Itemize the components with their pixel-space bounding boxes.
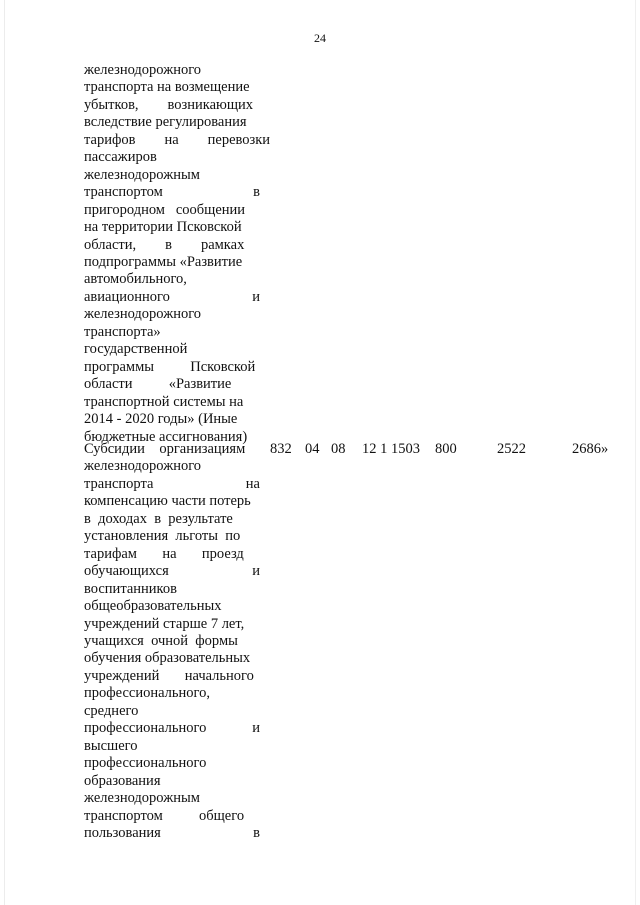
text-line xyxy=(84,720,260,737)
text-line: среднего xyxy=(84,702,139,719)
text-line-left: пользования xyxy=(84,824,161,841)
text-line: профессионального xyxy=(84,755,207,772)
text-line: железнодорожным xyxy=(84,166,200,183)
text-line: Субсидии организациям xyxy=(84,441,246,457)
text-line: образования xyxy=(84,772,161,789)
text-line xyxy=(84,563,260,580)
text-line: 2014 - 2020 годы» (Иные xyxy=(84,411,238,428)
text-line: пригородном сообщении xyxy=(84,201,246,218)
text-line-left: авиационного xyxy=(84,288,170,305)
text-line: государственной xyxy=(84,341,188,358)
page-number: 24 xyxy=(314,31,326,45)
target-article-code: 12 1 1503 xyxy=(362,441,420,457)
text-line: транспортом общего xyxy=(84,807,245,824)
text-line: обучения образовательных xyxy=(84,650,251,667)
amount-2016: 2686» xyxy=(572,441,609,457)
text-line: компенсацию части потерь xyxy=(84,493,251,510)
text-line-left: транспортом xyxy=(84,184,163,201)
section-code: 04 xyxy=(305,441,320,457)
text-line-right: и xyxy=(252,720,260,737)
text-line: учреждений старше 7 лет, xyxy=(84,615,245,632)
text-line: транспорта» xyxy=(84,323,161,340)
text-line-left: транспорта xyxy=(84,475,154,492)
text-line-right: на xyxy=(245,475,260,492)
text-line-right: в xyxy=(253,824,260,841)
text-line xyxy=(84,184,260,201)
text-line-left: обучающихся xyxy=(84,563,169,580)
text-line: учреждений начального xyxy=(84,667,254,684)
text-line: бюджетные ассигнования) xyxy=(84,428,248,445)
text-line: вследствие регулирования xyxy=(84,114,247,131)
text-line: автомобильного, xyxy=(84,271,187,288)
budget-row-codes xyxy=(0,441,640,459)
text-line: высшего xyxy=(84,737,138,754)
text-line: учащихся очной формы xyxy=(84,632,238,649)
text-line xyxy=(84,289,260,306)
text-line: установления льготы по xyxy=(84,528,241,545)
text-line: транспорта на возмещение xyxy=(84,79,250,96)
ministry-code: 832 xyxy=(270,441,292,457)
text-line-right: в xyxy=(253,184,260,201)
text-line: железнодорожного xyxy=(84,306,202,323)
text-line: в доходах в результате xyxy=(84,510,233,527)
expense-type-code: 800 xyxy=(435,441,457,457)
text-line xyxy=(84,476,260,493)
text-line: области, в рамках xyxy=(84,236,245,253)
text-line: профессионального, xyxy=(84,685,210,702)
description-block-1 xyxy=(84,62,271,446)
text-line: подпрограммы «Развитие xyxy=(84,253,243,270)
text-line: области «Развитие xyxy=(84,376,232,393)
text-line: железнодорожного xyxy=(84,62,202,78)
text-line: железнодорожного xyxy=(84,458,202,475)
text-line: на территории Псковской xyxy=(84,219,242,236)
text-line: тарифам на проезд xyxy=(84,545,244,562)
text-line: убытков, возникающих xyxy=(84,96,254,113)
text-line: программы Псковской xyxy=(84,358,256,375)
subsection-code: 08 xyxy=(331,441,346,457)
text-line-left: профессионального xyxy=(84,720,207,737)
text-line: железнодорожным xyxy=(84,790,200,807)
text-line: транспортной системы на xyxy=(84,393,244,410)
text-line: тарифов на перевозки xyxy=(84,131,271,148)
text-line: пассажиров xyxy=(84,149,157,166)
text-line xyxy=(84,825,260,842)
amount-2015: 2522 xyxy=(497,441,526,457)
text-line: общеобразовательных xyxy=(84,598,222,615)
text-line-right: и xyxy=(252,563,260,580)
description-block-2 xyxy=(84,441,260,842)
text-line-right: и xyxy=(252,288,260,305)
text-line: воспитанников xyxy=(84,580,177,597)
